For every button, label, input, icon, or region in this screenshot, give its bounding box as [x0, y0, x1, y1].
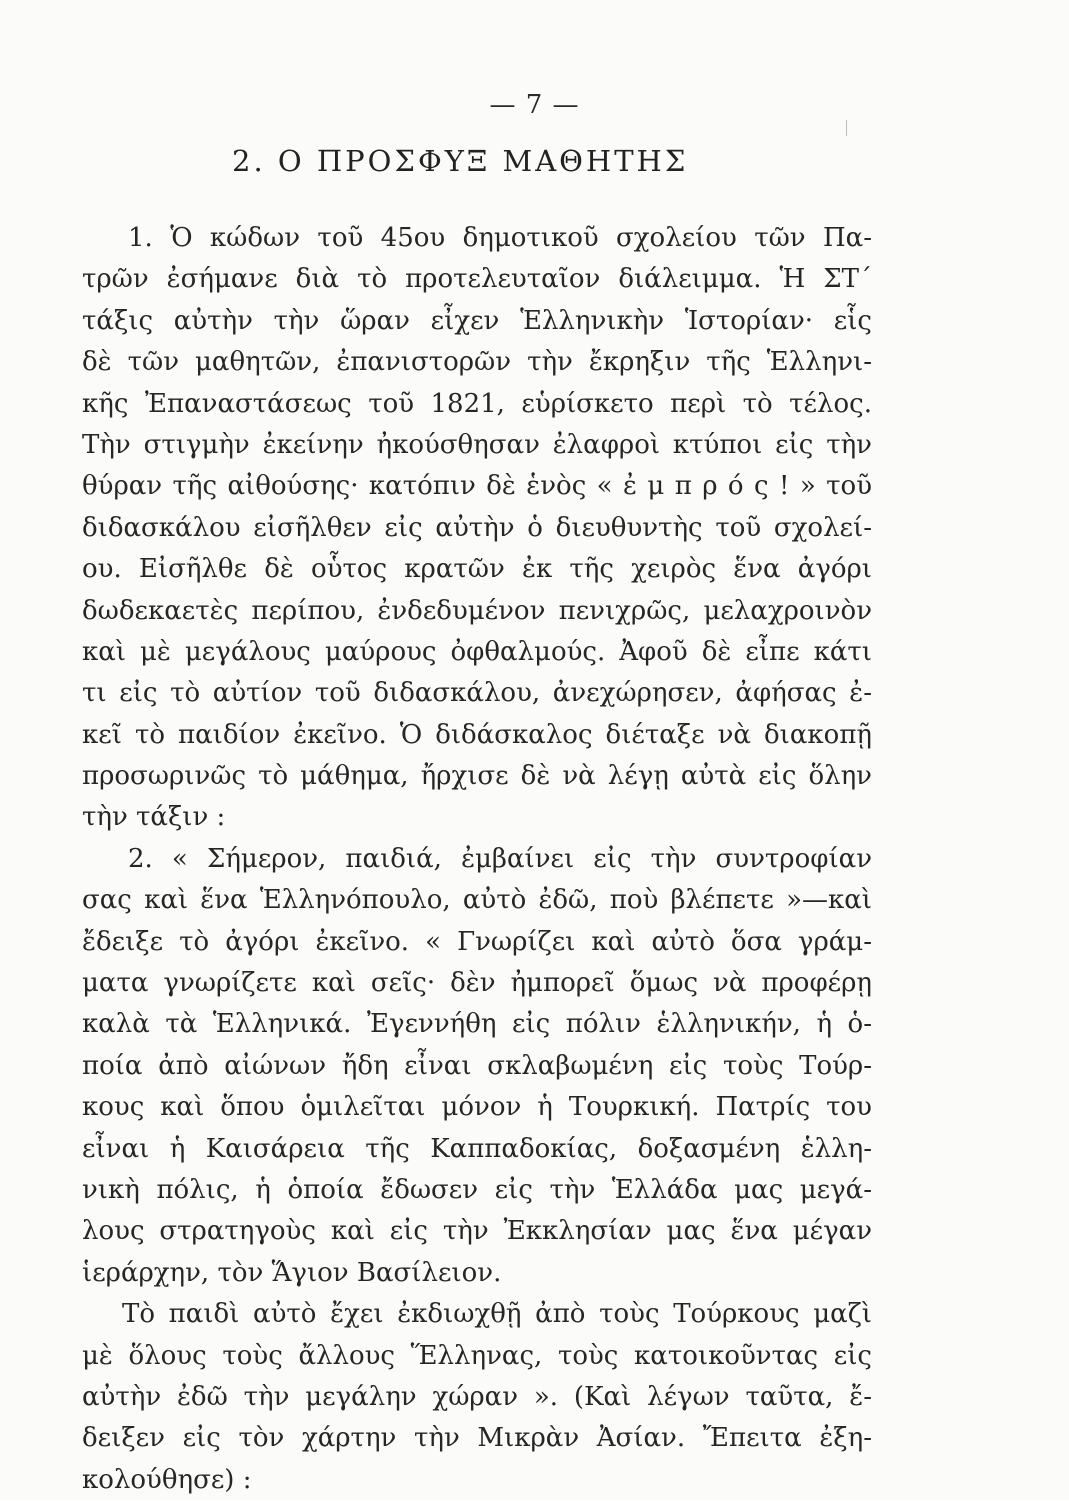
text-line: εἶναι ἡ Καισάρεια τῆς Καππαδοκίας, δοξασμένη ἑλλη-: [82, 1133, 872, 1164]
chapter-title: 2. Ο ΠΡΟΣΦΥΞ ΜΑΘΗΤΗΣ: [232, 144, 689, 178]
text-line: προσωρινῶς τὸ μάθημα, ἤρχισε δὲ νὰ λέγῃ αὐτὰ εἰς ὅλην: [82, 761, 872, 792]
text-line: κολούθησε) :: [82, 1464, 252, 1495]
text-line: θύραν τῆς αἰθούσης· κατόπιν δὲ ἑνὸς « ἐ μ π ρ ό ς ! » τοῦ: [82, 471, 872, 502]
text-line: καλὰ τὰ Ἑλληνικά. Ἐγεννήθη εἰς πόλιν ἑλληνικήν, ἡ ὁ-: [82, 1009, 872, 1040]
text-line: 1. Ὁ κώδων τοῦ 45ου δημοτικοῦ σχολείου τῶν Πα-: [128, 223, 872, 253]
margin-mark: [846, 120, 847, 136]
text-line: κεῖ τὸ παιδίον ἐκεῖνο. Ὁ διδάσκαλος διέταξε νὰ διακοπῇ: [82, 719, 872, 750]
body-text: [82, 218, 872, 1501]
text-line: ἱεράρχην, τὸν Ἅγιον Βασίλειον.: [82, 1257, 502, 1288]
page-number: — 7 —: [489, 90, 580, 120]
text-line: ματα γνωρίζετε καὶ σεῖς· δὲν ἠμπορεῖ ὅμως νὰ προφέρῃ: [82, 968, 872, 999]
text-line: λους στρατηγοὺς καὶ εἰς τὴν Ἐκκλησίαν μας ἕνα μέγαν: [82, 1216, 872, 1247]
text-line: μὲ ὅλους τοὺς ἄλλους Ἕλληνας, τοὺς κατοικοῦντας εἰς: [82, 1340, 872, 1371]
text-line: ου. Εἰσῆλθε δὲ οὗτος κρατῶν ἐκ τῆς χειρὸς ἕνα ἀγόρι: [82, 554, 872, 585]
text-line: δὲ τῶν μαθητῶν, ἐπανιστορῶν τὴν ἔκρηξιν τῆς Ἑλληνι-: [82, 347, 872, 378]
text-line: ἔδειξε τὸ ἀγόρι ἐκεῖνο. « Γνωρίζει καὶ αὐτὸ ὅσα γράμ-: [82, 926, 872, 957]
text-line: κῆς Ἐπαναστάσεως τοῦ 1821, εὑρίσκετο περὶ τὸ τέλος.: [82, 388, 872, 419]
text-line: Τὴν στιγμὴν ἐκείνην ἠκούσθησαν ἐλαφροὶ κτύποι εἰς τὴν: [82, 429, 872, 460]
text-line: ποία ἀπὸ αἰώνων ἤδη εἶναι σκλαβωμένη εἰς τοὺς Τούρ-: [82, 1050, 872, 1081]
text-line: διδασκάλου εἰσῆλθεν εἰς αὐτὴν ὁ διευθυντὴς τοῦ σχολεί-: [82, 512, 872, 543]
text-line: νικὴ πόλις, ἡ ὁποία ἔδωσεν εἰς τὴν Ἑλλάδα μας μεγά-: [82, 1174, 872, 1205]
text-line: σας καὶ ἕνα Ἑλληνόπουλο, αὐτὸ ἐδῶ, ποὺ βλέπετε »—καὶ: [82, 885, 872, 916]
text-line: 2. « Σήμερον, παιδιά, ἐμβαίνει εἰς τὴν συντροφίαν: [128, 843, 872, 874]
text-line: τρῶν ἐσήμανε διὰ τὸ προτελευταῖον διάλειμμα. Ἡ ΣΤ΄: [82, 264, 872, 295]
text-line: δειξεν εἰς τὸν χάρτην τὴν Μικρὰν Ἀσίαν. Ἔπειτα ἐξη-: [82, 1423, 872, 1454]
text-line: καὶ μὲ μεγάλους μαύρους ὀφθαλμούς. Ἀφοῦ δὲ εἶπε κάτι: [82, 636, 872, 667]
text-line: αὐτὴν ἐδῶ τὴν μεγάλην χώραν ». (Καὶ λέγων ταῦτα, ἔ-: [82, 1381, 872, 1412]
text-line: τάξις αὐτὴν τὴν ὥραν εἶχεν Ἑλληνικὴν Ἱστορίαν· εἷς: [82, 305, 872, 336]
text-line: κους καὶ ὅπου ὁμιλεῖται μόνον ἡ Τουρκική. Πατρίς του: [82, 1092, 872, 1123]
text-line: δωδεκαετὲς περίπου, ἐνδεδυμένον πενιχρῶς, μελαχροινὸν: [82, 595, 872, 626]
text-line: τὴν τάξιν :: [82, 802, 226, 833]
text-line: Τὸ παιδὶ αὐτὸ ἔχει ἐκδιωχθῇ ἀπὸ τοὺς Τούρκους μαζὶ: [122, 1299, 872, 1330]
text-line: τι εἰς τὸ αὐτίον τοῦ διδασκάλου, ἀνεχώρησεν, ἀφήσας ἐ-: [82, 678, 872, 709]
